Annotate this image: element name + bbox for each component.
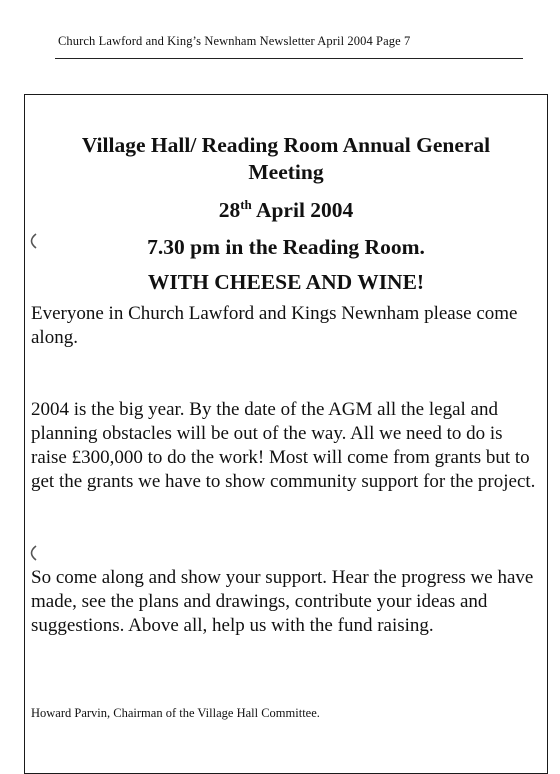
meeting-title-line-1: Village Hall/ Reading Room Annual General bbox=[81, 133, 491, 157]
header-divider bbox=[55, 58, 523, 59]
punch-hole-mark-icon bbox=[24, 232, 38, 250]
meeting-title-line-2: Meeting bbox=[248, 160, 324, 184]
refreshments-note: WITH CHEESE AND WINE! bbox=[147, 270, 425, 294]
page-header: Church Lawford and King’s Newnham Newsletter April 2004 Page 7 bbox=[58, 34, 411, 48]
punch-hole-mark-icon bbox=[24, 544, 38, 562]
invitation-paragraph: Everyone in Church Lawford and Kings Newnham please come along. bbox=[31, 303, 518, 348]
meeting-date-suffix: th bbox=[240, 197, 252, 212]
support-paragraph: So come along and show your support. Hear the progress we have made, see the plans and drawings, contribute your ideas and suggestions. Above all, help us with the fund raising. bbox=[31, 567, 534, 636]
meeting-date-rest: April 2004 bbox=[251, 198, 354, 222]
meeting-title bbox=[26, 132, 546, 186]
signature: Howard Parvin, Chairman of the Village Hall Committee. bbox=[31, 706, 320, 720]
meeting-date-day: 28 bbox=[218, 198, 241, 222]
meeting-time-location: 7.30 pm in the Reading Room. bbox=[147, 235, 425, 259]
meeting-date bbox=[26, 196, 546, 224]
fundraising-paragraph: 2004 is the big year. By the date of the AGM all the legal and planning obstacles will be out of the way. All we need to do is raise £300,000 to do the work! Most will come from grants but to get the grants we have to show community support for the project. bbox=[31, 399, 536, 492]
